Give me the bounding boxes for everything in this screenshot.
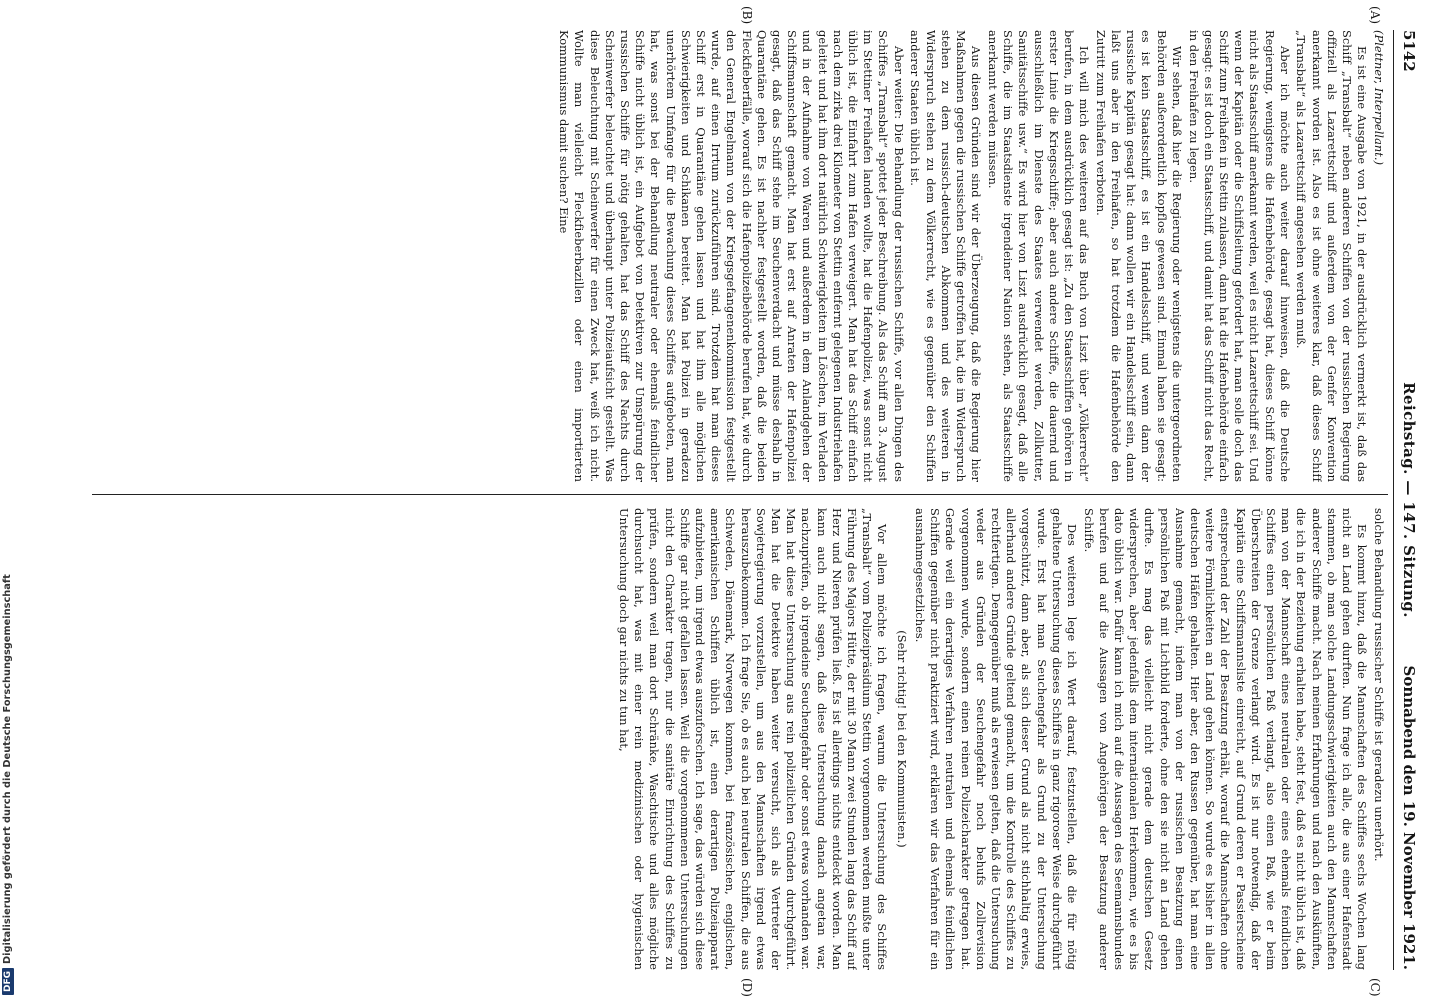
- paragraph: Aus diesen Gründen sind wir der Überzeugung, daß die Regierung hier Maßnahmen gegen die russischen Schiffe getroffen hat, die im Widerspruch stehen zu dem russisch-deutschen Abkommen und des weiteren in Widerspruch stehen zu dem Völkerrecht, wie es gegenüber den Schiffen anderer Staaten üblich ist.: [908, 30, 984, 482]
- interjection: (Sehr richtig! bei den Kommunisten.): [894, 630, 909, 848]
- page-number: 5142: [1400, 30, 1418, 72]
- dfg-logo-icon: DFG: [2, 968, 14, 995]
- right-text-column: [94, 508, 1386, 970]
- left-text-column: [94, 30, 1386, 482]
- digitization-credit: [2, 560, 16, 995]
- margin-mark-b: (B): [740, 6, 754, 25]
- speaker-line: (Plettner, Interpellant.): [1372, 30, 1386, 166]
- column-divider: [92, 494, 1388, 495]
- margin-mark-c: (C): [1368, 978, 1382, 997]
- paragraph: Aber weiter: Die Behandlung der russischen Schiffe, vor allen Dingen des Schiffes „Transbalt“ spottet jeder Beschreibung. Als das Schiff am 3. August im Stettiner Freihafen landen wollte, hat die Hafenpolizei, was sonst nicht üblich ist, die Einfahrt zum Hafen verweigert. Man hat das Schiff einfach nach dem zirka drei Kilometer von Stettin entfernt gelegenen Industriehafen geleitet und hat ihm dort natürlich Schwierigkeiten im Löschen, im Verladen und in der Aufnahme von Waren und außerdem in dem Anlandgehen der Schiffsmannschaft gemacht. Man hat erst auf Anraten der Hafenpolizei gesagt, daß das Schiff stehe im Seuchenverdacht und müsse deshalb in Quarantäne gehen. Es ist nachher festgestellt worden, daß die beiden Fleckfieberfälle, worauf sich die Hafenpolizeibehörde berufen hat, wie durch den General Engelmann von der Kriegsgefangenenkommission festgestellt wurde, auf einen Irrtum zurückzuführen sind. Trotzdem hat man dieses Schiff erst in Quarantäne gehen lassen und hat ihm alle möglichen Schwierigkeiten und Schikanen bereitet. Man hat Polizei in geradezu unerhörtem Umfange für die Bewachung dieses Schiffes aufgeboten, man hat, was sonst bei der Behandlung neutraler oder ehemals feindlicher Schiffe nicht üblich ist, ein Aufgebot von Detektiven zur Umspürung der russischen Schiffe für nötig gehalten, hat das Schiff des Nachts durch Scheinwerfer beleuchtet und überhaupt unter Polizeiaufsicht gestellt. Was diese Beleuchtung mit Scheinwerfer für einen Zweck hat, weiß ich nicht. Wollte man vielleicht Fleckfieberbazillen oder einen importierten Kommunismus damit suchen? Eine: [557, 30, 906, 482]
- paragraph: Ich will mich des weiteren auf das Buch von Liszt über „Völkerrecht“ berufen, in dem ausdrücklich gesagt ist: „Zu den Staatsschiffen gehören in erster Linie die Kriegsschiffe; aber auch andere Schiffe, die dauernd und ausschließlich im Dienste des Staates verwendet werden, Zollkutter, Sanitätsschiffe usw.“ Es wird hier von Liszt ausdrücklich gesagt, daß alle Schiffe, die im Staatsdienste irgendeiner Nation stehen, als Staatsschiffe anerkannt werden müssen.: [985, 30, 1092, 482]
- margin-mark-a: (A): [1368, 6, 1382, 25]
- page-header: [1393, 30, 1420, 970]
- margin-mark-d: (D): [740, 978, 754, 997]
- paragraph: Aber ich möchte auch weiter darauf hinweisen, daß die Deutsche Regierung, wenigstens die Hafenbehörde, gesagt hat, dieses Schiff könne nicht als Staatsschiff anerkannt werden, weil es nicht Lazarettschiff sei. Und wenn der Kapitän oder die Schiffsleitung gefordert hat, man solle doch das Schiff zum Freihafen in Stettin zulassen, dann hat die Hafenbehörde einfach gesagt: es ist doch ein Staatsschiff, und damit hat das Schiff nicht das Recht, in den Freihafen zu legen.: [1186, 30, 1292, 482]
- paragraph: Wir sehen, daß hier die Regierung oder wenigstens die untergeordneten Behörden außerordentlich kopflos gewesen sind. Einmal haben sie gesagt: es ist kein Staatsschiff, es ist ein Handelsschiff, und wenn dann der russische Kapitän gesagt hat: dann wollen wir ein Handelsschiff sein, dann laßt uns aber in den Freihafen, so hat trotzdem die Hafenbehörde den Zutritt zum Freihafen verboten.: [1093, 30, 1184, 482]
- header-title: Reichstag. — 147. Sitzung.: [1400, 382, 1418, 618]
- header-date: Sonnabend den 19. November 1921.: [1400, 665, 1418, 970]
- paragraph: Es ist eine Ausgabe von 1921, in der ausdrücklich vermerkt ist, daß das Schiff „Transbalt“ neben anderen Schiffen von der russischen Regierung offiziell als Lazarettschiff und außerdem von der Genfer Konvention anerkannt worden ist. Also es ist ohne weiteres klar, daß dieses Schiff „Transbalt“ als Lazarettschiff angesehen werden muß.: [1294, 30, 1370, 482]
- paragraph: Es kommt hinzu, daß die Mannschaften des Schiffes sechs Wochen lang nicht an Land gehen durften. Nun frage ich alle, die aus einer Hafenstadt stammen, ob man solche Landungsschwierigkeiten auch den Mannschaften anderer Schiffe macht. Nach meinen Erfahrungen und nach den Auskünften, die ich in der Beziehung erhalten habe, steht fest, daß es nicht üblich ist, daß man von der Mannschaft eines neutralen oder eines ehemals feindlichen Schiffes einen persönlichen Paß verlangt, also einen Paß, wie er beim Überschreiten der Grenze verlangt wird. Es ist nur notwendig, daß der Kapitän eine Schiffsmannsliste einreicht, auf Grund deren er Passierscheine entsprechend der Zahl der Besatzung erhält, worauf die Mannschaften ohne weitere Förmlichkeiten an Land gehen können. So wurde es bisher in allen deutschen Häfen gehalten. Hier aber, den Russen gegenüber, hat man eine Ausnahme gemacht, indem man von der russischen Besatzung einen persönlichen Paß mit Lichtbild forderte, ohne den sie nicht an Land gehen durfte. Es mag das vielleicht nicht gerade dem deutschen Gesetz widersprechen, aber jedenfalls dem internationalen Herkommen, wie es bis dato üblich war. Dafür kann ich mich auf die Aussagen des Seemannsbundes berufen und auf die Aussagen von Angehörigen der Besatzung anderer Schiffe.: [1081, 508, 1370, 970]
- paragraph: Des weiteren lege ich Wert darauf, festzustellen, daß die für nötig gehaltene Untersuchung dieses Schiffes in ganz rigoroser Weise durchgeführt wurde. Erst hat man Seuchengefahr als Grund zu der Untersuchung vorgeschützt, dann aber, als sich dieser Grund als nicht stichhaltig erwies, allerhand andere Gründe geltend gemacht, um die Kontrolle des Schiffes zu rechtfertigen. Demgegenüber muß als erwiesen gelten, daß die Untersuchung weder aus Gründen der Seuchengefahr noch behufs Zollrevision vorgenommen wurde, sondern einen reinen Polizeicharakter getragen hat. Gerade weil ein derartiges Verfahren neutralen und ehemals feindlichen Schiffen gegenüber nicht praktiziert wird, erklären wir das Verfahren für ein ausnahmegesetzliches.: [912, 508, 1079, 970]
- credit-text: Digitalisierung gefördert durch die Deutsche Forschungsgemeinschaft: [2, 574, 13, 964]
- paragraph: solche Behandlung russischer Schiffe ist geradezu unerhört.: [1372, 508, 1386, 862]
- paragraph: Vor allem möchte ich fragen, warum die Untersuchung des Schiffes „Transbalt“ vom Polizeipräsidium Stettin vorgenommen werden mußte unter Führung des Majors Hütte, der mit 30 Mann zwei Stunden lang das Schiff auf Herz und Nieren prüfen ließ. Es ist allerdings nichts entdeckt worden. Man kann auch nicht sagen, daß diese Untersuchung danach angetan war, nachzuprüfen, ob irgendeine Seuchengefahr oder sonst etwas vorhanden war. Man hat diese Untersuchung aus rein polizeilichen Gründen durchgeführt. Man hat die Detektive haben weiter versucht, sich als Vertreter der Sowjetregierung vorzustellen, um aus den Mannschaften irgend etwas herauszubekommen. Ich frage Sie, ob es auch bei neutralen Schiffen, die aus Schweden, Dänemark, Norwegen kommen, bei französischen, englischen, amerikanischen Schiffen üblich ist, einen derartigen Polizeiapparat aufzubieten, um irgend etwas auszuforschen. Ich sage, das würden sich diese Schiffe gar nicht gefallen lassen. Weil die vorgenommenen Untersuchungen nicht den Charakter tragen, nur die sanitäre Einrichtung des Schiffes zu prüfen, sondern weil man dort Schränke, Waschtische und alles mögliche durchsucht hat, was mit einer rein medizinischen oder hygienischen Untersuchung doch gar nichts zu tun hat,: [617, 508, 890, 970]
- rotated-newspaper-sheet: [65, 0, 1434, 1000]
